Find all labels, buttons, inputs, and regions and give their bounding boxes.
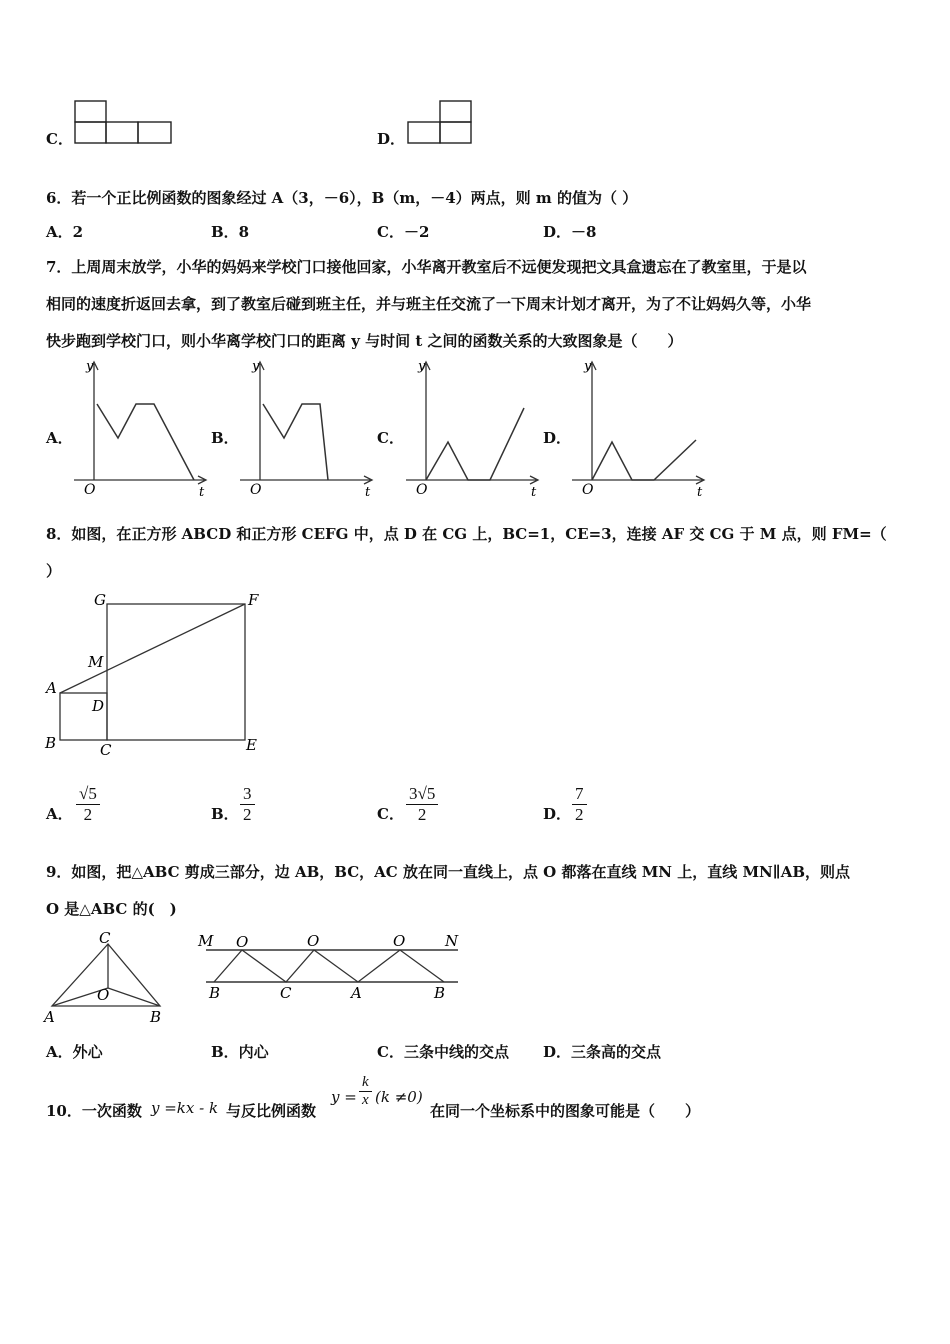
q7-option-c-label: C． xyxy=(377,429,404,447)
q7b-origin: O xyxy=(250,482,262,498)
q5-option-c-figure xyxy=(74,100,174,146)
q7-option-b-label: B． xyxy=(211,429,239,447)
q5-option-d-label: D． xyxy=(377,130,406,148)
q7-graph-a xyxy=(70,356,210,502)
q8-label-g: G xyxy=(94,591,106,609)
q10-inverse-fraction xyxy=(359,1074,372,1109)
q9-option-a: A．外心 xyxy=(46,1043,103,1061)
q9-tri-label-c: C xyxy=(99,929,111,947)
q8-line-1: 8．如图，在正方形 ABCD 和正方形 CEFG 中，点 D 在 CG 上，BC=1，CE=3，连接 AF 交 CG 于 M 点，则 FM=（ xyxy=(46,525,887,543)
q8-label-c: C xyxy=(100,741,112,759)
q10-inverse-num: k xyxy=(362,1074,369,1090)
q10-mid: 与反比例函数 xyxy=(226,1102,317,1120)
q6-option-c: C．－2 xyxy=(377,223,430,241)
q8-option-a-fraction xyxy=(76,784,100,825)
q7a-axis-x: t xyxy=(199,485,205,500)
q8-label-b: B xyxy=(45,734,57,752)
q9-triangle-figure xyxy=(40,928,175,1026)
q9-tri-label-o: O xyxy=(97,986,110,1004)
q8-label-m: M xyxy=(88,653,104,671)
q9-tri-label-b: B xyxy=(150,1008,162,1026)
q9-strip-label-a: A xyxy=(351,984,362,1002)
q7d-axis-y: y xyxy=(584,359,592,374)
q7b-axis-x: t xyxy=(365,485,371,500)
q8-option-b-label: B． xyxy=(211,805,239,823)
q8-option-b-den: 2 xyxy=(243,805,252,824)
q10-inverse-condition: (k ≠0) xyxy=(375,1088,423,1106)
q7-option-d-label: D． xyxy=(543,429,572,447)
q8-option-c-label: C． xyxy=(377,805,404,823)
q9-strip-label-o3: O xyxy=(393,932,406,950)
q6-stem: 6．若一个正比例函数的图象经过 A（3，－6），B（m，－4）两点，则 m 的值为（ ） xyxy=(46,189,638,207)
q10-prefix: 10．一次函数 xyxy=(46,1102,142,1120)
q8-label-d: D xyxy=(92,697,105,715)
q6-option-d: D．－8 xyxy=(543,223,597,241)
q10-suffix: 在同一个坐标系中的图象可能是（ ） xyxy=(430,1102,701,1120)
q9-option-b: B．内心 xyxy=(211,1043,269,1061)
q7-graph-b xyxy=(236,356,376,502)
q5-option-c-label: C． xyxy=(46,130,73,148)
q8-option-b-fraction xyxy=(240,784,255,825)
q8-option-c-den: 2 xyxy=(417,805,427,824)
q7-option-a-label: A． xyxy=(46,429,73,447)
q10-inverse-den: x xyxy=(362,1092,369,1108)
q8-option-d-den: 2 xyxy=(575,805,584,824)
q9-strip-figure xyxy=(196,928,466,1008)
q8-label-e: E xyxy=(246,736,257,754)
q9-strip-label-b2: B xyxy=(434,984,446,1002)
q8-figure xyxy=(40,585,270,760)
q7c-axis-x: t xyxy=(531,485,537,500)
q8-option-b-num: 3 xyxy=(243,784,252,803)
q7a-axis-y: y xyxy=(86,359,94,374)
q7-graph-d xyxy=(568,356,708,502)
q8-line-2: ） xyxy=(46,562,62,580)
q8-option-a-label: A． xyxy=(46,805,73,823)
q9-line-2: O 是△ABC 的( ) xyxy=(46,900,177,918)
q7d-axis-x: t xyxy=(697,485,703,500)
q7-line-1: 7．上周周末放学，小华的妈妈来学校门口接他回家，小华离开教室后不远便发现把文具盒遗忘在了教室里，于是以 xyxy=(46,258,807,276)
q9-strip-label-o1: O xyxy=(236,933,249,951)
q7d-origin: O xyxy=(582,482,594,498)
q9-tri-label-a: A xyxy=(44,1008,55,1026)
q9-line-1: 9．如图，把△ABC 剪成三部分，边 AB，BC，AC 放在同一直线上，点 O 都落在直线 MN 上，直线 MN∥AB，则点 xyxy=(46,863,851,881)
q9-option-c: C．三条中线的交点 xyxy=(377,1043,509,1061)
q10-inverse-y: y = xyxy=(331,1088,357,1106)
q9-strip-label-c: C xyxy=(280,984,292,1002)
q8-option-a-den: 2 xyxy=(83,805,93,824)
q10-linear-function: y =kx - k xyxy=(151,1099,219,1117)
q6-option-b: B．8 xyxy=(211,223,250,241)
q7c-axis-y: y xyxy=(418,359,426,374)
q8-option-c-num: 3√5 xyxy=(409,784,436,803)
q6-option-a: A．2 xyxy=(46,223,84,241)
q7-line-2: 相同的速度折返回去拿，到了教室后碰到班主任，并与班主任交流了一下周末计划才离开，为了不让妈妈久等，小华 xyxy=(46,295,812,313)
q8-option-d-num: 7 xyxy=(575,784,584,803)
q7a-origin: O xyxy=(84,482,96,498)
q9-strip-label-m: M xyxy=(198,932,214,950)
q7-line-3: 快步跑到学校门口，则小华离学校门口的距离 y 与时间 t 之间的函数关系的大致图象是（ ） xyxy=(46,332,683,350)
q9-strip-label-o2: O xyxy=(307,932,320,950)
q8-label-a: A xyxy=(46,679,57,697)
q7b-axis-y: y xyxy=(252,359,260,374)
q9-strip-label-b1: B xyxy=(209,984,221,1002)
q8-label-f: F xyxy=(248,591,259,609)
q8-option-a-num: √5 xyxy=(79,784,97,803)
q8-option-c-fraction xyxy=(406,784,438,825)
q8-option-d-label: D． xyxy=(543,805,572,823)
q5-option-d-figure xyxy=(405,100,475,146)
q9-option-d: D．三条高的交点 xyxy=(543,1043,662,1061)
q7-graph-c xyxy=(402,356,542,502)
q9-strip-label-n: N xyxy=(445,932,459,950)
q7c-origin: O xyxy=(416,482,428,498)
q8-option-d-fraction xyxy=(572,784,587,825)
